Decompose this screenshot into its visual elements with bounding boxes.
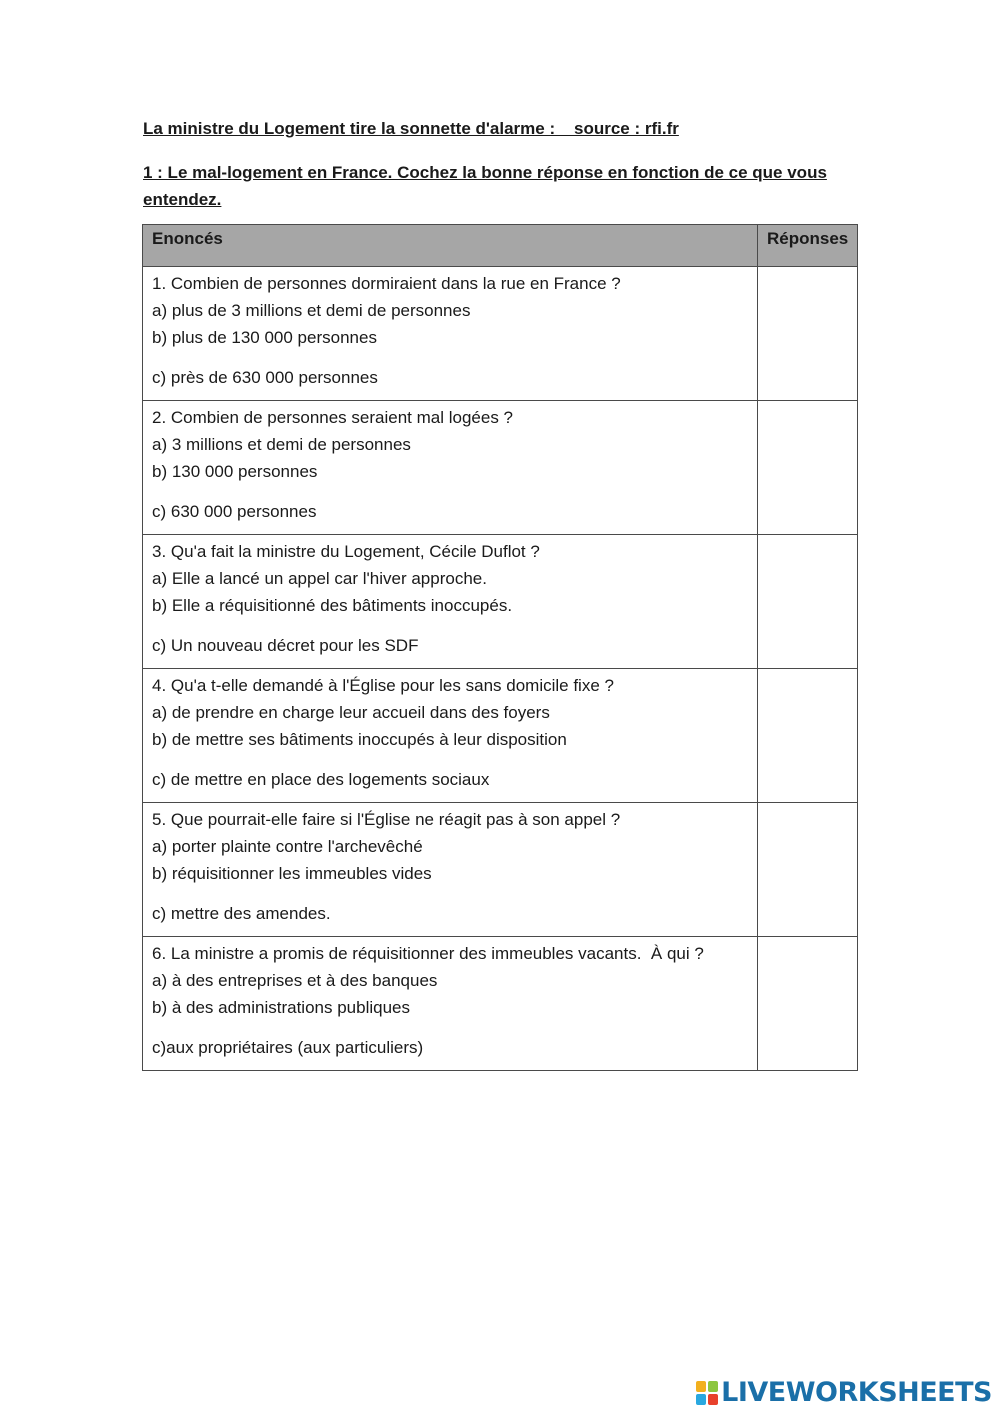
option-b: b) réquisitionner les immeubles vides [152,864,432,883]
liveworksheets-logo-icon [696,1381,718,1405]
answer-cell[interactable] [758,401,858,535]
answer-cell[interactable] [758,669,858,803]
table-header-row [143,225,858,267]
question-text: 6. La ministre a promis de réquisitionner des immeubles vacants. À qui ? [152,944,704,963]
option-b: b) plus de 130 000 personnes [152,328,377,347]
option-c: c) Un nouveau décret pour les SDF [152,636,419,655]
option-a: a) 3 millions et demi de personnes [152,435,411,454]
option-a: a) Elle a lancé un appel car l'hiver approche. [152,569,487,588]
option-b: b) de mettre ses bâtiments inoccupés à leur disposition [152,730,567,749]
option-c: c) mettre des amendes. [152,904,331,923]
option-b: b) à des administrations publiques [152,998,410,1017]
answer-cell[interactable] [758,937,858,1071]
option-a: a) de prendre en charge leur accueil dans des foyers [152,703,550,722]
exercise-instruction: 1 : Le mal-logement en France. Cochez la bonne réponse en fonction de ce que vous entendez. [143,163,827,209]
table-row [143,803,858,937]
column-header-enonces: Enoncés [143,225,758,267]
question-text: 3. Qu'a fait la ministre du Logement, Cécile Duflot ? [152,542,540,561]
table-row [143,535,858,669]
option-c: c) de mettre en place des logements sociaux [152,770,490,789]
table-row [143,937,858,1071]
question-cell [143,669,758,803]
question-text: 2. Combien de personnes seraient mal logées ? [152,408,513,427]
option-a: a) porter plainte contre l'archevêché [152,837,423,856]
page-title: La ministre du Logement tire la sonnette d'alarme : source : rfi.fr [143,119,679,138]
logo-text: LIVEWORKSHEETS [721,1377,992,1408]
answer-cell[interactable] [758,803,858,937]
option-c: c) 630 000 personnes [152,502,317,521]
option-b: b) 130 000 personnes [152,462,318,481]
option-a: a) plus de 3 millions et demi de personnes [152,301,471,320]
question-cell [143,535,758,669]
option-c: c)aux propriétaires (aux particuliers) [152,1038,424,1057]
question-cell [143,937,758,1071]
question-cell [143,267,758,401]
question-text: 1. Combien de personnes dormiraient dans la rue en France ? [152,274,621,293]
option-a: a) à des entreprises et à des banques [152,971,438,990]
question-cell [143,401,758,535]
answer-cell[interactable] [758,267,858,401]
question-cell [143,803,758,937]
question-text: 4. Qu'a t-elle demandé à l'Église pour les sans domicile fixe ? [152,676,614,695]
quiz-table [142,224,858,1071]
option-b: b) Elle a réquisitionné des bâtiments inoccupés. [152,596,513,615]
table-row [143,267,858,401]
answer-cell[interactable] [758,535,858,669]
question-text: 5. Que pourrait-elle faire si l'Église ne réagit pas à son appel ? [152,810,621,829]
table-row [143,401,858,535]
column-header-reponses: Réponses [758,225,858,267]
table-row [143,669,858,803]
option-c: c) près de 630 000 personnes [152,368,378,387]
liveworksheets-logo [696,1377,992,1408]
